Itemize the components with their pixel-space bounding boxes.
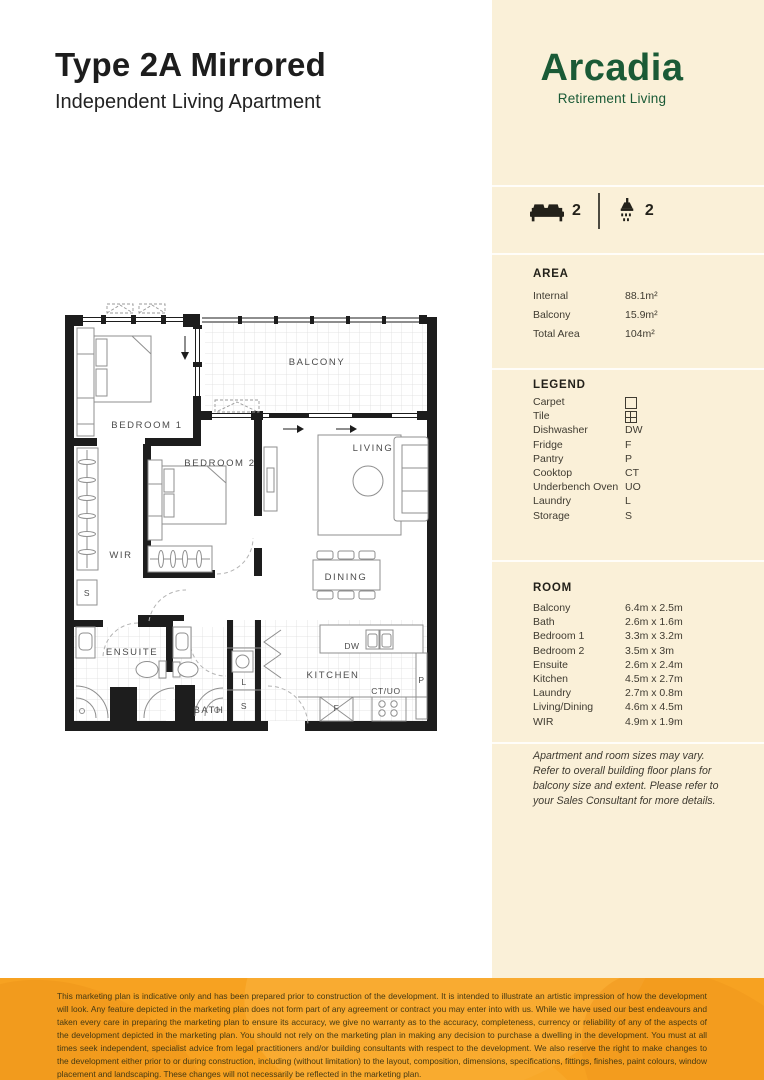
- room-heading: ROOM: [533, 582, 572, 594]
- legend-label: Fridge: [533, 438, 563, 451]
- room-name: Ensuite: [533, 658, 569, 671]
- title-block: [55, 46, 326, 114]
- room-row: [533, 686, 738, 700]
- room-dims: 2.7m x 0.8m: [625, 687, 683, 700]
- room-row: [533, 615, 738, 629]
- area-label: Total Area: [533, 328, 580, 340]
- code-storage: S: [240, 701, 248, 711]
- legend-label: Tile: [533, 410, 550, 423]
- room-label-dining: DINING: [324, 572, 368, 583]
- legend-code: DW: [625, 424, 643, 437]
- legend-code: CT: [625, 467, 639, 480]
- area-heading: AREA: [533, 268, 569, 280]
- area-label: Balcony: [533, 309, 571, 321]
- room-label-bath: BATH: [193, 705, 225, 716]
- page-title: Type 2A Mirrored: [55, 46, 326, 83]
- divider: [492, 185, 764, 187]
- divider: [492, 742, 764, 744]
- area-row: [533, 306, 738, 325]
- legend-code: P: [625, 452, 633, 465]
- legend-label: Cooktop: [533, 467, 573, 480]
- room-name: Bath: [533, 616, 555, 629]
- area-value: 104m²: [625, 328, 655, 340]
- disclaimer-footer: [0, 978, 764, 1080]
- room-dims: 3.5m x 3m: [625, 644, 675, 657]
- room-dims: 2.6m x 1.6m: [625, 616, 683, 629]
- room-section: [533, 582, 738, 729]
- room-row: [533, 601, 738, 615]
- room-name: Bedroom 2: [533, 644, 585, 657]
- legend-heading: LEGEND: [533, 379, 586, 391]
- room-name: Laundry: [533, 687, 571, 700]
- room-label-living: LIVING: [352, 443, 394, 454]
- room-row: [533, 644, 738, 658]
- room-name: Living/Dining: [533, 701, 594, 714]
- divider: [598, 193, 600, 229]
- legend-label: Pantry: [533, 452, 564, 465]
- area-label: Internal: [533, 290, 569, 302]
- room-name: Balcony: [533, 602, 571, 614]
- legend-label: Storage: [533, 509, 570, 522]
- code-laundry: L: [241, 677, 247, 687]
- divider: [492, 368, 764, 370]
- info-sidebar: [492, 0, 764, 978]
- legend-label: Dishwasher: [533, 424, 588, 437]
- code-storage-wir: S: [83, 588, 91, 598]
- room-label-ensuite: ENSUITE: [105, 647, 159, 658]
- room-row: [533, 715, 738, 729]
- bed-bath-summary: [530, 190, 654, 232]
- bedroom-count: 2: [572, 202, 581, 219]
- legend-row: [533, 409, 738, 423]
- legend-code: UO: [625, 481, 641, 494]
- page-subtitle: Independent Living Apartment: [55, 91, 321, 113]
- legend-row: [533, 494, 738, 508]
- area-section: [533, 268, 738, 344]
- room-dims: 4.6m x 4.5m: [625, 701, 683, 714]
- floor-plan: [55, 290, 455, 736]
- area-value: 88.1m²: [625, 290, 658, 302]
- room-dims: 4.5m x 2.7m: [625, 673, 683, 686]
- room-label-bedroom-1: BEDROOM 1: [111, 420, 183, 431]
- room-row: [533, 629, 738, 643]
- room-label-balcony: BALCONY: [288, 357, 346, 368]
- legend-row: [533, 466, 738, 480]
- bed-icon: [530, 200, 564, 223]
- brand-name: Arcadia: [540, 47, 684, 89]
- room-row: [533, 672, 738, 686]
- divider: [492, 560, 764, 562]
- legend-label: Underbench Oven: [533, 481, 619, 494]
- code-fridge: F: [333, 703, 340, 713]
- room-label-bedroom-2: BEDROOM 2: [184, 458, 256, 469]
- area-value: 15.9m²: [625, 309, 658, 321]
- area-row: [533, 325, 738, 344]
- room-name: WIR: [533, 715, 554, 728]
- brand-logo: [492, 48, 732, 106]
- legend-row: [533, 509, 738, 523]
- legend-section: [533, 379, 738, 523]
- legend-row: [533, 438, 738, 452]
- room-label-kitchen: KITCHEN: [306, 670, 360, 681]
- disclaimer-text: This marketing plan is indicative only and has been prepared prior to construction of the development. It is intended to illustrate an artistic impression of how the development will look. Any feature depicted in the marketing plan does not form part of any agreement or contract you may enter into with us. While we have used our best endeavours and taken every care in preparing the marketing plan to ensure its accuracy, we give no warranty as to the accuracy, completeness, currency or reliability of any of the aspects of the development depicted in the marketing plan. You should not rely on the marketing plan in making any decision to purchase a dwelling in the development. You must at all times seek independent, specialist advice from legal practitioners and/or building consultants with respect to the development. We also reserve the right to make changes to the development either prior to or during construction, including (without limitation) to the layout, composition, dimensions, specifications, fittings, finishes, paint colours, window placement and landscaping. These changes will not necessarily be reflected in the marketing plan.: [57, 991, 707, 1079]
- room-row: [533, 700, 738, 714]
- legend-code: F: [625, 438, 632, 451]
- size-variation-note: Apartment and room sizes may vary. Refer to overall building floor plans for balcony size and extent. Please refer to your Sales Consultant for more details.: [533, 750, 719, 807]
- legend-row: [533, 452, 738, 466]
- code-pantry: P: [418, 675, 425, 685]
- room-dims: 6.4m x 2.5m: [625, 602, 683, 614]
- legend-label: Laundry: [533, 495, 571, 508]
- legend-code: L: [625, 495, 631, 508]
- legend-label: Carpet: [533, 396, 565, 408]
- bathroom-count: 2: [644, 202, 654, 219]
- area-row: [533, 287, 738, 306]
- room-row: [533, 658, 738, 672]
- room-name: Kitchen: [533, 673, 569, 686]
- legend-row: [533, 423, 738, 437]
- code-cooktop-oven: CT/UO: [371, 686, 401, 696]
- room-dims: 2.6m x 2.4m: [625, 658, 683, 671]
- shower-icon: [617, 198, 637, 225]
- legend-row: [533, 395, 738, 409]
- legend-row: [533, 480, 738, 494]
- code-dishwasher: DW: [344, 641, 360, 651]
- legend-code: S: [625, 509, 633, 522]
- room-label-wir: WIR: [109, 550, 133, 561]
- brand-tagline: Retirement Living: [557, 90, 667, 106]
- divider: [492, 253, 764, 255]
- room-dims: 3.3m x 3.2m: [625, 630, 683, 643]
- room-dims: 4.9m x 1.9m: [625, 715, 683, 728]
- room-name: Bedroom 1: [533, 630, 585, 643]
- carpet-symbol: [625, 397, 637, 409]
- tile-symbol: [625, 411, 637, 423]
